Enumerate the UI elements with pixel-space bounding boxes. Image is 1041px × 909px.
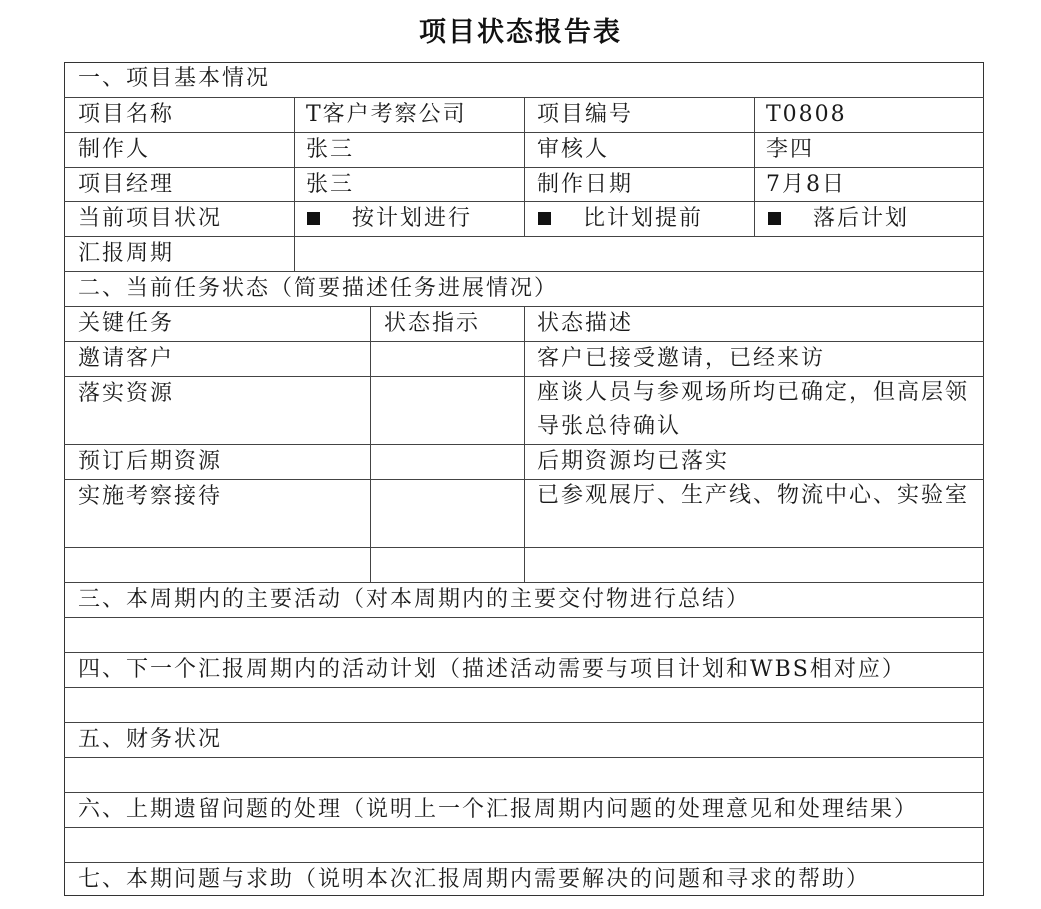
task-name: 落实资源 — [78, 381, 175, 406]
row-divider — [64, 652, 984, 653]
section6-heading: 六、上期遗留问题的处理（说明上一个汇报周期内问题的处理意见和处理结果） — [78, 797, 919, 822]
row-divider — [64, 862, 984, 863]
project-no-label: 项目编号 — [537, 102, 634, 127]
row-divider — [64, 827, 984, 828]
period-label: 汇报周期 — [78, 241, 175, 266]
task-name: 邀请客户 — [78, 346, 175, 371]
reviewer-label: 审核人 — [537, 137, 610, 162]
task-name: 预订后期资源 — [78, 449, 223, 474]
header-status-indicator: 状态指示 — [384, 311, 481, 336]
section2-heading: 二、当前任务状态（简要描述任务进展情况） — [78, 276, 559, 301]
task-desc: 客户已接受邀请，已经来访 — [537, 346, 826, 371]
author-value: 张三 — [306, 137, 355, 162]
row-divider — [64, 757, 984, 758]
task-desc: 已参观展厅、生产线、物流中心、实验室 — [537, 483, 970, 508]
manager-value: 张三 — [306, 172, 355, 197]
col-divider — [524, 97, 525, 236]
task-name: 实施考察接待 — [78, 484, 223, 509]
col-divider — [370, 306, 371, 582]
section5-heading: 五、财务状况 — [78, 727, 223, 752]
row-divider — [64, 792, 984, 793]
project-no-value: T0808 — [766, 102, 847, 127]
row-divider — [64, 236, 984, 237]
date-label: 制作日期 — [537, 172, 634, 197]
section3-heading: 三、本周期内的主要活动（对本周期内的主要交付物进行总结） — [78, 587, 751, 612]
task-desc: 后期资源均已落实 — [537, 449, 730, 474]
row-divider — [64, 582, 984, 583]
section1-heading: 一、项目基本情况 — [78, 66, 271, 91]
status-label: 当前项目状况 — [78, 206, 223, 231]
checkbox-square-icon — [768, 212, 781, 225]
date-value: 7月8日 — [766, 172, 846, 197]
col-divider — [524, 306, 525, 582]
col-divider — [294, 97, 295, 271]
row-divider — [64, 687, 984, 688]
col-divider — [754, 97, 755, 236]
status-option-ahead: 比计划提前 — [583, 206, 704, 231]
manager-label: 项目经理 — [78, 172, 175, 197]
header-key-task: 关键任务 — [78, 311, 175, 336]
project-name-value: T客户考察公司 — [306, 102, 467, 127]
project-name-label: 项目名称 — [78, 102, 175, 127]
task-desc: 座谈人员与参观场所均已确定，但高层领导张总待确认 — [537, 380, 970, 439]
status-option-behind: 落后计划 — [813, 206, 910, 231]
section7-heading: 七、本期问题与求助（说明本次汇报周期内需要解决的问题和寻求的帮助） — [78, 867, 871, 892]
checkbox-square-icon — [538, 212, 551, 225]
page-title: 项目状态报告表 — [419, 17, 622, 48]
status-option-on-plan: 按计划进行 — [352, 206, 473, 231]
row-divider — [64, 617, 984, 618]
reviewer-value: 李四 — [766, 137, 815, 162]
row-divider — [64, 271, 984, 272]
author-label: 制作人 — [78, 137, 151, 162]
checkbox-square-icon — [307, 212, 320, 225]
section4-heading: 四、下一个汇报周期内的活动计划（描述活动需要与项目计划和WBS相对应） — [78, 657, 906, 682]
row-divider — [64, 722, 984, 723]
header-status-desc: 状态描述 — [537, 311, 634, 336]
